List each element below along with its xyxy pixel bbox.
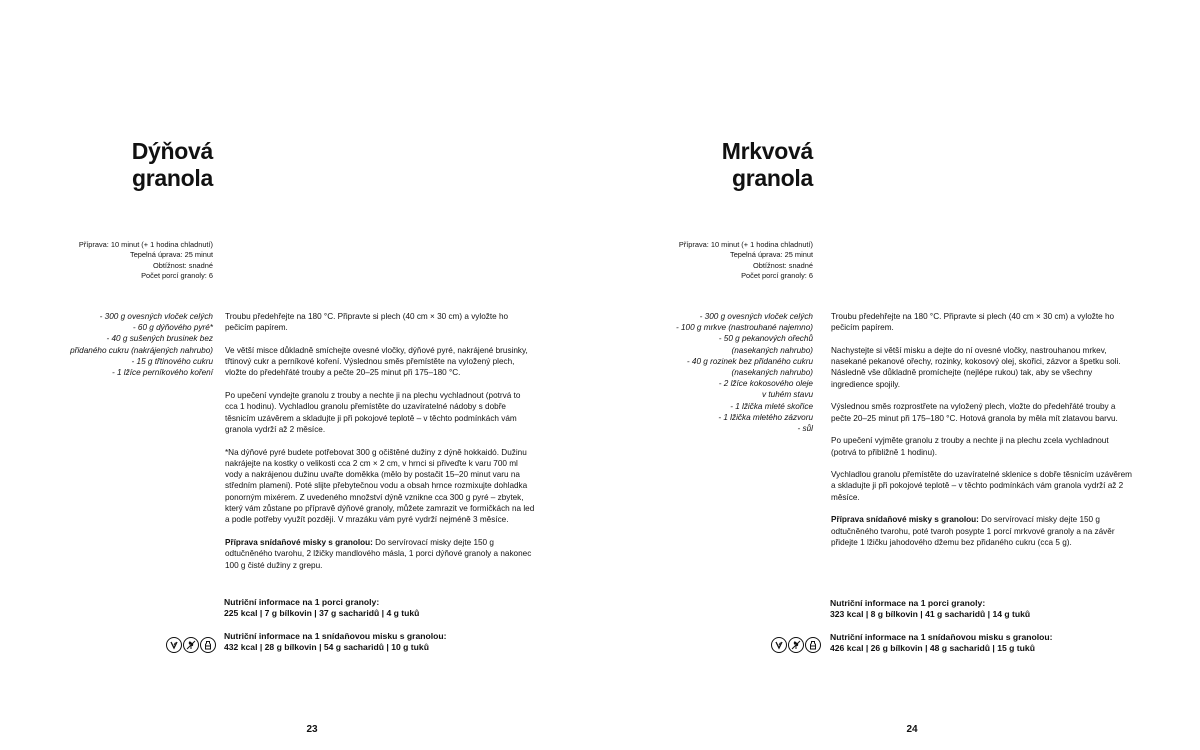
nutrition-title: Nutriční informace na 1 snídaňovou misku s granolou: [830,632,1053,642]
method-paragraph: Vychladlou granolu přemístěte do uzavíratelné sklenice s dobře těsnicím uzávěrem a skladujte ji při pokojové teplotě – v těchto podmínkách vám granola vydrží až 2 měsíce. [831,470,1132,502]
page-number: 24 [906,724,918,735]
vegetarian-icon [771,637,787,653]
ingredient-item: (nasekaných nahrubo) [731,345,813,355]
nutrition-bowl [224,631,524,654]
meta-prep: Příprava: 10 minut (+ 1 hodina chladnutí) [78,240,213,249]
method-paragraph: Po upečení vyndejte granolu z trouby a nechte ji na plechu vychladnout (potrvá to cca 1 hodinu). Vychladlou granolu přemístěte do uzavíratelné nádoby s dobře těsnicím uzávěrem a skladujte ji při pokojové teplotě – v těchto podmínkách vám granola vydrží až 2 měsíce. [225,391,521,434]
meta-difficulty: Obtížnost: snadné [753,260,813,270]
meta-prep: Příprava: 10 minut (+ 1 hodina chladnutí) [678,240,813,249]
nutrition-title: Nutriční informace na 1 snídaňovou misku s granolou: [224,631,447,641]
nutrition-values: 323 kcal | 8 g bílkovin | 41 g sacharidů | 14 g tuků [830,609,1031,620]
method-paragraph: Ve větší misce důkladně smíchejte ovesné vločky, dýňové pyré, nakrájené brusinky, třtinový cukr a perníkové koření. Výslednou směs přemístěte na vyložený plech, vložte do předehřáté trouby a pečte 20–25 minut při 175–180 °C. [225,345,528,378]
bowl-paragraph [831,514,1136,548]
recipe-meta [0,240,213,281]
ingredient-list [0,311,213,378]
ingredient-item: (nasekaných nahrubo) [731,368,813,378]
nutrition-values: 426 kcal | 26 g bílkovin | 48 g sacharidů | 15 g tuků [830,643,1035,654]
recipe-title [13,138,213,192]
nutrition-bowl [830,632,1130,655]
nutrition-title: Nutriční informace na 1 porci granoly: [830,598,986,608]
bowl-label: Příprava snídaňové misky s granolou: [225,537,373,547]
nutrition-values: 432 kcal | 28 g bílkovin | 54 g sacharidů | 10 g tuků [224,642,429,653]
ingredient-item: - 60 g dýňového pyré* [132,323,213,333]
ingredient-item: - 1 lžíce perníkového koření [111,368,213,378]
bowl-text: Do servírovací misky dejte 150 g odtučněného tvarohu, 2 lžičky mandlového másla, 1 porci dýňové granoly a nakonec 100 g čisté dužiny z grepu. [225,537,532,570]
nutrition-title: Nutriční informace na 1 porci granoly: [224,597,380,607]
title-line-1: Mrkvová [721,138,813,164]
recipe-title [613,138,813,192]
gluten-free-icon [788,637,804,653]
diet-icons [166,637,216,655]
ingredient-item: - 15 g třtinového cukru [131,356,213,366]
ingredient-item: přidaného cukru (nakrájených nahrubo) [70,345,213,355]
method-text [831,311,1136,560]
meta-servings: Počet porcí granoly: 6 [741,270,813,280]
ingredient-item: - 1 lžička mleté skořice [730,401,813,411]
recipe-meta [593,240,813,281]
meta-difficulty: Obtížnost: snadné [153,260,213,270]
title-line-1: Dýňová [131,138,213,164]
ingredient-item: - 300 g ovesných vloček celých [699,312,813,321]
bowl-label: Příprava snídaňové misky s granolou: [831,515,979,525]
ingredient-item: - 100 g mrkve (nastrouhané najemno) [676,323,813,333]
method-paragraph: Výslednou směs rozprostřete na vyložený plech, vložte do předehřáté trouby a pečte 20–25 minut při 175–180 °C. Hotová granola by měla mít zlatavou barvu. [831,402,1118,423]
ingredient-item: - 40 g sušených brusinek bez [106,334,213,344]
dairy-free-icon [200,637,216,653]
gluten-free-icon [183,637,199,653]
nutrition-granola [830,598,1130,621]
dairy-free-icon [805,637,821,653]
method-text [225,311,535,582]
method-paragraph: Troubu předehřejte na 180 °C. Připravte si plech (40 cm × 30 cm) a vyložte ho pečicím papírem. [831,312,1115,333]
ingredient-item: - sůl [797,424,813,434]
bowl-text: Do servírovací misky dejte 150 g odtučněného tvarohu, poté tvaroh posypte 1 porcí mrkvové granoly a na závěr přidejte 1 lžičku jahodového džemu bez přidaného cukru (cca 5 g). [831,515,1115,547]
method-paragraph: Po upečení vyjměte granolu z trouby a nechte ji na plechu zcela vychladnout (potrvá to přibližně 1 hodinu). [831,436,1109,457]
ingredient-item: - 50 g pekanových ořechů [718,334,813,344]
ingredient-item: - 1 lžička mletého zázvoru [718,412,813,422]
bowl-paragraph [225,537,535,571]
diet-icons [771,637,821,655]
page-number: 23 [306,724,318,735]
ingredient-item: v tuhém stavu [762,390,813,400]
meta-cook: Tepelná úprava: 25 minut [730,250,813,260]
meta-cook: Tepelná úprava: 25 minut [130,250,213,260]
ingredient-item: - 2 lžíce kokosového oleje [718,379,813,389]
method-paragraph: Nachystejte si větší misku a dejte do ní ovesné vločky, nastrouhanou mrkev, nasekané pekanové ořechy, rozinky, kokosový olej, skořici, zázvor a špetku soli. Následně vše důkladně promíchejte (nejlépe rukou) tak, aby se všechny ingredience spojily. [831,345,1121,389]
title-line-2: granola [132,165,213,191]
footnote-paragraph: *Na dýňové pyré budete potřebovat 300 g očištěné dužiny z dýně hokkaidó. Dužinu nakrájejte na kostky o velikosti cca 2 cm × 2 cm, v hrnci si přiveďte k varu 700 ml vody a nakrájenou dužinu uvařte doměkka (mělo by postačit 15–20 minut varu na středním plameni). Poté slijte přebytečnou vodu a obsah hrnce rozmixujte dohladka ponorným mixérem. Z uvedeného množství dýně vznikne cca 300 g pyré – zbytek, který vám zůstane po přípravě dýňové granoly, můžete zamrazit ve formičkách na led a podle potřeby využít později. V mrazáku vám pyré vydrží nejméně 3 měsíce. [225,447,535,525]
nutrition-granola [224,597,524,620]
title-line-2: granola [732,165,813,191]
nutrition-values: 225 kcal | 7 g bílkovin | 37 g sacharidů | 4 g tuků [224,608,420,619]
ingredient-list [573,311,813,434]
method-paragraph: Troubu předehřejte na 180 °C. Připravte si plech (40 cm × 30 cm) a vyložte ho pečicím papírem. [225,312,509,333]
page-right [600,0,1200,750]
ingredient-item: - 40 g rozinek bez přidaného cukru [686,356,813,366]
ingredient-item: - 300 g ovesných vloček celých [99,312,213,321]
vegetarian-icon [166,637,182,653]
meta-servings: Počet porcí granoly: 6 [141,270,213,280]
